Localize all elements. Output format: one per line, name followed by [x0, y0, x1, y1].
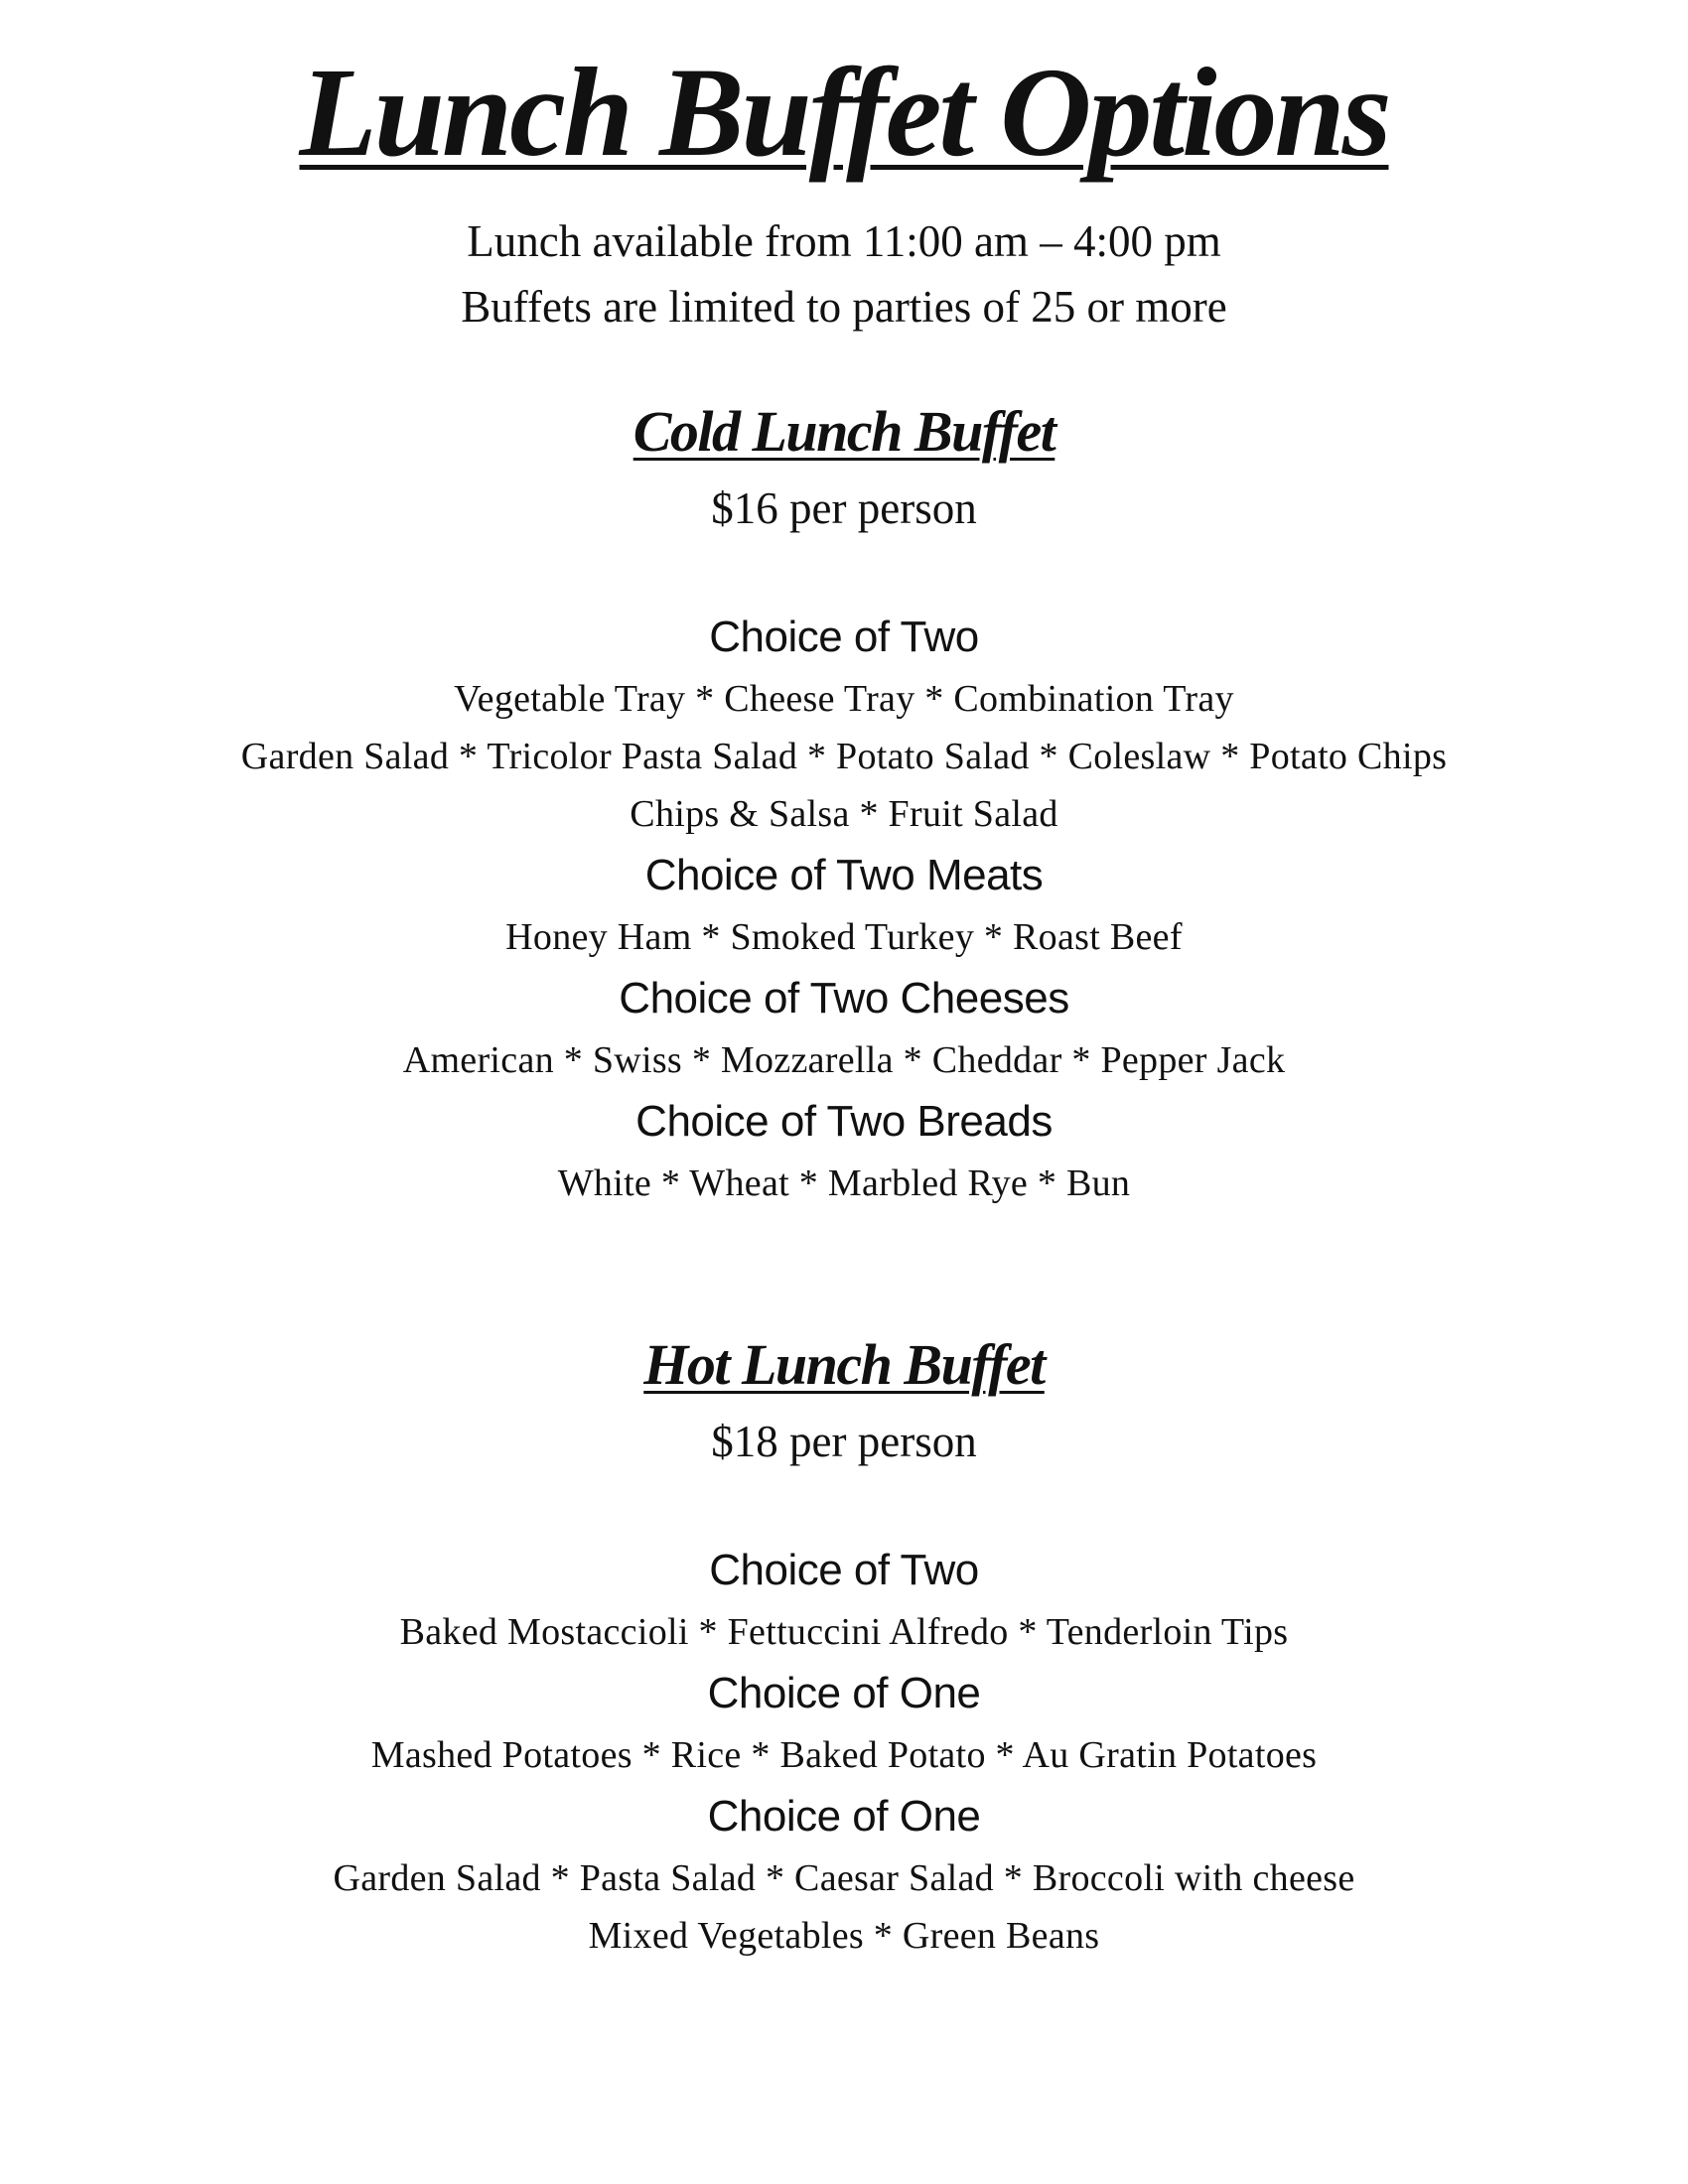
cold-sides-line: Garden Salad * Tricolor Pasta Salad * Potato Salad * Coleslaw * Potato Chips: [240, 736, 1448, 777]
hot-group-heading-entrees: Choice of Two: [709, 1546, 979, 1594]
cold-breads-line: White * Wheat * Marbled Rye * Bun: [557, 1162, 1131, 1204]
hot-group-heading-starches: Choice of One: [707, 1669, 981, 1717]
cold-group-heading-sides: Choice of Two: [709, 613, 979, 661]
page-title-text: Lunch Buffet Options: [299, 42, 1389, 183]
cold-sides-line: Chips & Salsa * Fruit Salad: [630, 793, 1058, 835]
cold-group-heading-breads: Choice of Two Breads: [635, 1097, 1053, 1146]
cold-group-heading-meats: Choice of Two Meats: [644, 851, 1044, 899]
hot-buffet-title: [0, 1330, 1688, 1400]
intro-hours: Lunch available from 11:00 am – 4:00 pm: [467, 216, 1221, 266]
cold-sides-line: Vegetable Tray * Cheese Tray * Combination Tray: [454, 678, 1234, 720]
hot-buffet-price: $18 per person: [711, 1417, 977, 1466]
cold-buffet-price: $16 per person: [711, 483, 977, 533]
hot-sides-line: Garden Salad * Pasta Salad * Caesar Salad * Broccoli with cheese: [333, 1857, 1355, 1899]
hot-group-heading-sides: Choice of One: [707, 1792, 981, 1841]
hot-entrees-line: Baked Mostaccioli * Fettuccini Alfredo * Tenderloin Tips: [399, 1611, 1289, 1653]
hot-buffet-title-text: Hot Lunch Buffet: [643, 1332, 1045, 1397]
cold-buffet-title: [0, 397, 1688, 467]
cold-buffet-title-text: Cold Lunch Buffet: [633, 399, 1055, 464]
page-title: [0, 38, 1688, 187]
cold-group-heading-cheeses: Choice of Two Cheeses: [619, 974, 1069, 1023]
hot-starches-line: Mashed Potatoes * Rice * Baked Potato * Au Gratin Potatoes: [370, 1734, 1318, 1776]
intro-party-size: Buffets are limited to parties of 25 or more: [461, 282, 1227, 332]
cold-cheeses-line: American * Swiss * Mozzarella * Cheddar * Pepper Jack: [402, 1039, 1286, 1081]
cold-meats-line: Honey Ham * Smoked Turkey * Roast Beef: [505, 916, 1183, 958]
hot-sides-line: Mixed Vegetables * Green Beans: [588, 1915, 1100, 1957]
